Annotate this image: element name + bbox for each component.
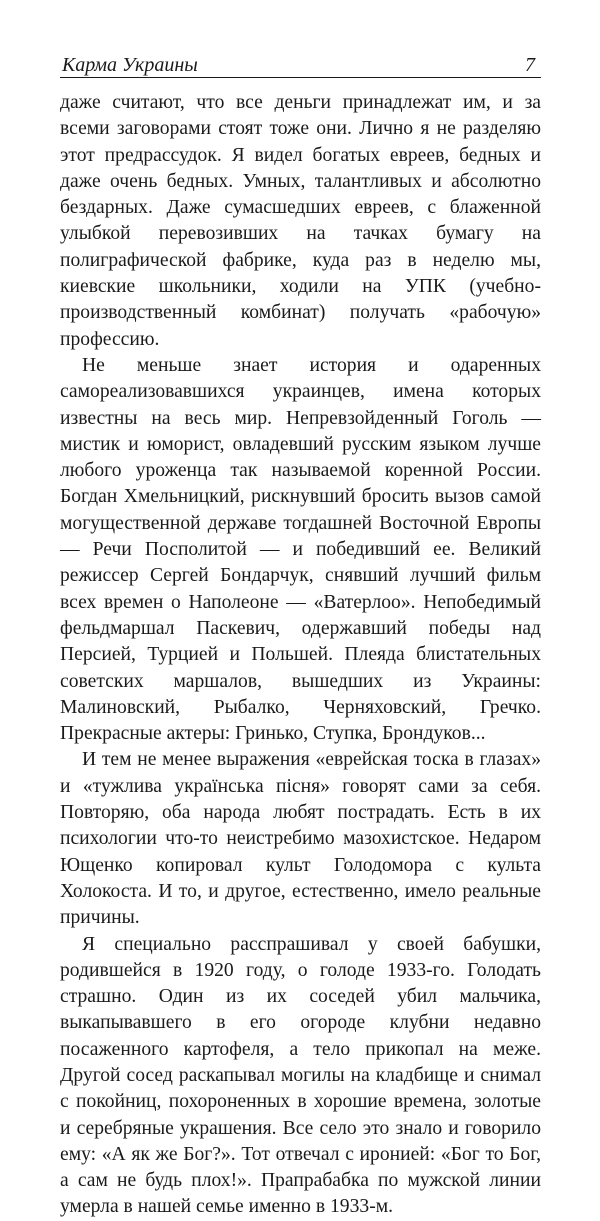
paragraph-continued: даже считают, что все деньги принадлежат им, и за всеми заговорами стоят тоже они. Лично я не разделяю этот предрассудок. Я видел богатых евреев, бедных и даже очень бедных. Умных, талантливых и абсолютно бездарных. Даже сумасшедших евреев, с блаженной улыбкой перевозивших на тачках бумагу на полиграфической фабрике, куда раз в неделю мы, киевские школьники, ходили на УПК (учебно-производственный комбинат) получать «рабочую» профессию. bbox=[60, 92, 541, 350]
book-page bbox=[60, 52, 541, 1221]
paragraph-suffering: И тем не менее выражения «еврейская тоска в глазах» и «тужлива українська пісня» говорят сами за себя. Повторяю, оба народа любят пострадать. Есть в их психологии что-то неистребимо мазохистское. Недаром Ющенко копировал культ Голодомора с культа Холокоста. И то, и другое, естественно, имело реальные причины. bbox=[60, 749, 541, 929]
body-text bbox=[60, 90, 541, 1221]
paragraph-ukrainians: Не меньше знает история и одаренных самореализовавшихся украинцев, имена которых известны на весь мир. Непревзойденный Гоголь — мистик и юморист, овладевший русским языком лучше любого уроженца так называемой коренной России. Богдан Хмельницкий, рискнувший бросить вызов самой могущественной державе тогдашней Восточной Европы — Речи Посполитой — и победивший ее. Великий режиссер Сергей Бондарчук, снявший лучший фильм всех времен о Наполеоне — «Ватерлоо». Непобедимый фельдмаршал Паскевич, одержавший победы над Персией, Турцией и Польшей. Плеяда блистательных советских маршалов, вышедших из Украины: Малиновский, Рыбалко, Черняховский, Гречко. Прекрасные актеры: Гринько, Ступка, Брондуков... bbox=[60, 354, 541, 745]
paragraph-famine: Я специально расспрашивал у своей бабушки, родившейся в 1920 году, о голоде 1933-го. Голодать страшно. Один из их соседей убил мальчика, выкапывавшего в его огороде клубни недавно посаженного картофеля, а тело прикопал на меже. Другой сосед раскапывал могилы на кладбище и снимал с покойниц, похороненных в хорошие времена, золотые и серебряные украшения. Все село это знало и говорило ему: «А як же Бог?». Тот отвечал с иронией: «Бог то Бог, а сам не будь плох!». Прапрабабка по мужской линии умерла в нашей семье именно в 1933-м. bbox=[60, 933, 541, 1218]
running-title: Карма Украины bbox=[62, 54, 198, 76]
running-header bbox=[60, 52, 541, 78]
page-number: 7 bbox=[525, 54, 535, 76]
